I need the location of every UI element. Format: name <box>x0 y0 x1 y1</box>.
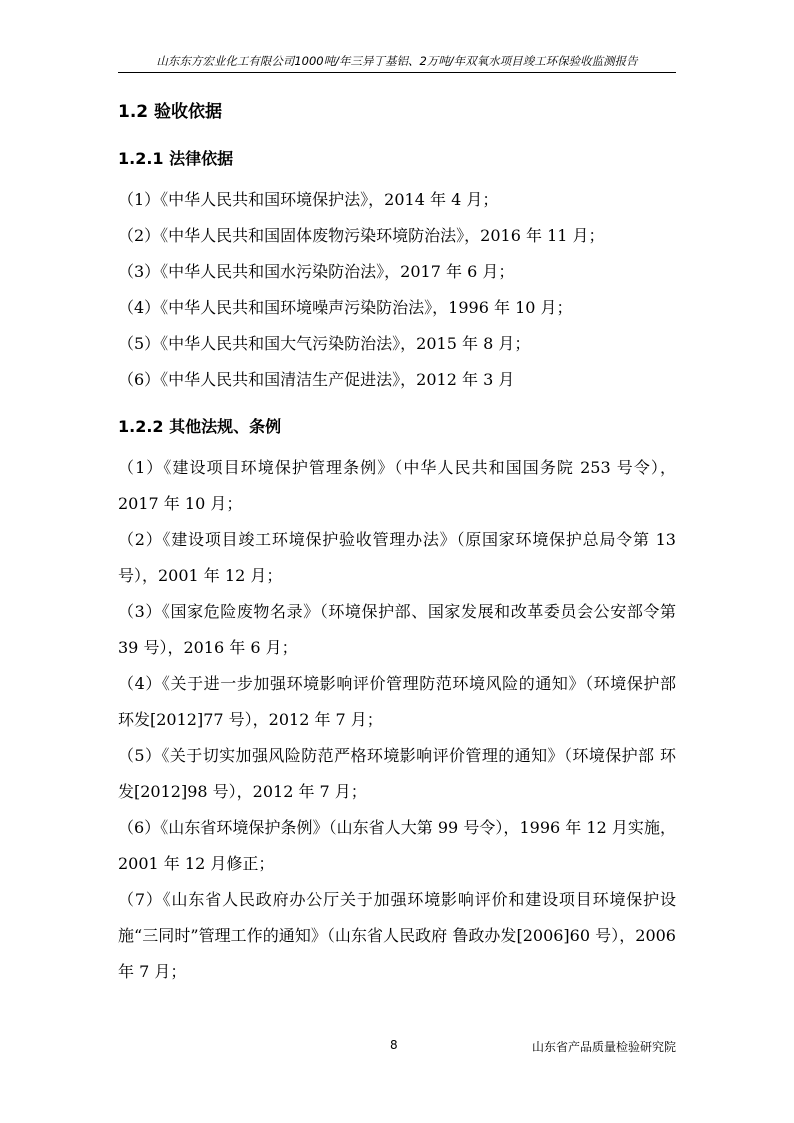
laws-list <box>118 182 676 398</box>
list-item: （4）《中华人民共和国环境噪声污染防治法》，1996 年 10 月； <box>118 298 573 317</box>
list-item: （7）《山东省人民政府办公厅关于加强环境影响评价和建设项目环境保护设施“三同时”管理工作的通知》（山东省人民政府 鲁政办发[2006]60 号），2006 年 7 月； <box>118 890 676 981</box>
list-item: （1）《中华人民共和国环境保护法》，2014 年 4 月； <box>118 190 499 209</box>
document-body <box>118 98 676 990</box>
list-item: （6）《山东省环境保护条例》（山东省人大第 99 号令），1996 年 12 月实施，2001 年 12 月修正； <box>118 818 676 873</box>
footer-institute: 山东省产品质量检验研究院 <box>531 1040 676 1054</box>
page-number: 8 <box>390 1038 398 1052</box>
regulations-list <box>118 450 676 990</box>
subsection-heading-regulations: 1.2.2 其他法规、条例 <box>118 417 282 436</box>
page-header: 山东东方宏业化工有限公司1000吨/年三异丁基铝、2万吨/年双氧水项目竣工环保验收监测报告 <box>118 52 676 73</box>
list-item: （3）《中华人民共和国水污染防治法》，2017 年 6 月； <box>118 262 515 281</box>
list-item: （4）《关于进一步加强环境影响评价管理防范环境风险的通知》（环境保护部 环发[2012]77 号），2012 年 7 月； <box>118 674 676 729</box>
list-item: （2）《中华人民共和国固体废物污染环境防治法》，2016 年 11 月； <box>118 226 605 245</box>
list-item: （5）《关于切实加强风险防范严格环境影响评价管理的通知》（环境保护部 环发[2012]98 号），2012 年 7 月； <box>118 746 676 801</box>
page-footer <box>118 1038 676 1058</box>
list-item: （1）《建设项目环境保护管理条例》（中华人民共和国国务院 253 号令），2017 年 10 月； <box>118 458 676 513</box>
list-item: （6）《中华人民共和国清洁生产促进法》，2012 年 3 月 <box>118 370 515 389</box>
section-heading: 1.2 验收依据 <box>118 102 223 122</box>
list-item: （5）《中华人民共和国大气污染防治法》，2015 年 8 月； <box>118 334 531 353</box>
list-item: （2）《建设项目竣工环境保护验收管理办法》（原国家环境保护总局令第 13 号），2001 年 12 月； <box>118 530 676 585</box>
subsection-heading-laws: 1.2.1 法律依据 <box>118 149 234 168</box>
list-item: （3）《国家危险废物名录》（环境保护部、国家发展和改革委员会公安部令第 39 号），2016 年 6 月； <box>118 602 676 657</box>
